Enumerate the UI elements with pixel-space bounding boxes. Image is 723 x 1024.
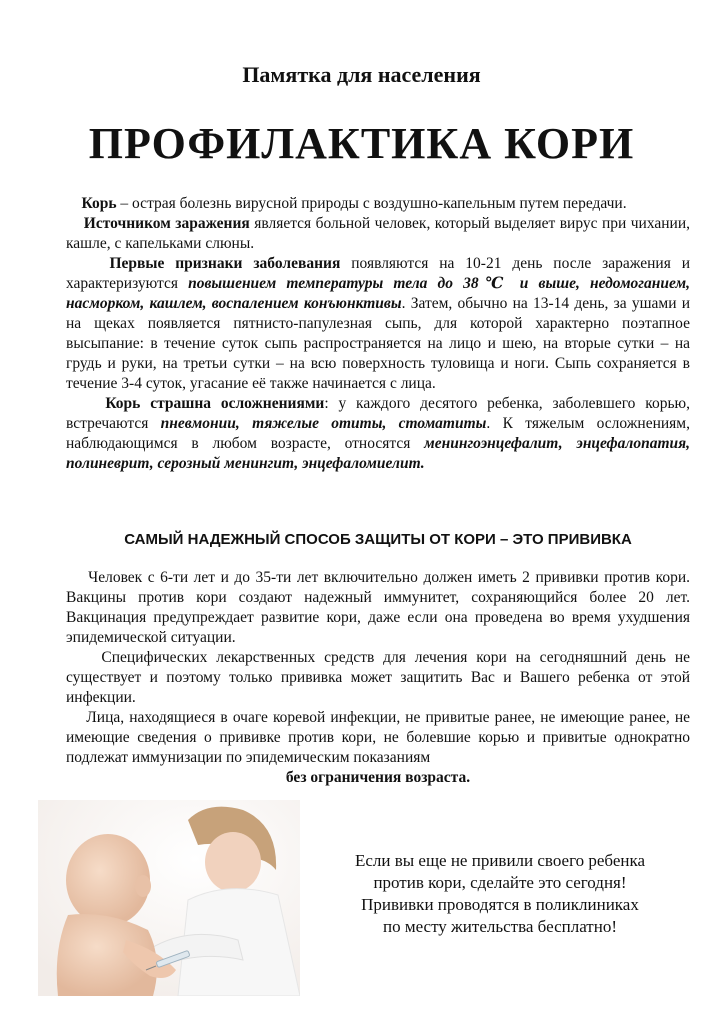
callout-line-1: Если вы еще не привили своего ребенка [354, 851, 646, 870]
callout-line-3: Прививки проводятся в поликлиниках [361, 895, 639, 914]
paragraph-definition [66, 194, 690, 214]
complications-text-a: : у каждого десятого ребенка, заболевшего корью, встречаются [66, 395, 691, 432]
paragraph-complications [66, 394, 690, 474]
paragraph-symptoms [66, 254, 690, 394]
vaccination-photo [38, 800, 300, 996]
symptoms-text-b: . Затем, обычно на 13-14 день, за ушами и на щеках появляется пятнисто-папулезная сыпь, для которой характерно поэтапное высыпание: в течение суток сыпь распространяется на лицо и шею, на вторые сутки – на грудь и руки, на третьи сутки – на всю поверхность туловища и ноги. Сыпь сохраняется в течение 3-4 суток, угасание её также начинается с лица. [66, 295, 691, 392]
baby-vaccination-illustration [38, 800, 300, 996]
vaccine-age-text: Человек с 6-ти лет и до 35-ти лет включительно должен иметь 2 прививки против кори. Вакцины против кори создают надежный иммунитет, сохраняющийся более 20 лет. Вакцинация предупреждает развитие кори, даже если она проведена во время ухудшения эпидемической ситуации. [66, 569, 690, 646]
document-subtitle: Памятка для населения [242, 62, 481, 87]
term-source: Источником заражения [83, 215, 250, 232]
paragraph-no-treatment [66, 648, 690, 708]
paragraph-source [66, 214, 690, 254]
symptoms-text-a: появляются на 10-21 день после заражения и характеризуются [66, 255, 690, 292]
outbreak-text: Лица, находящиеся в очаге коревой инфекции, не привитые ранее, не имеющие ранее, не имеющие сведения о прививке против кори, не болевшие корью и привитые однократно подлежат иммунизации по эпидемическим показаниям [66, 709, 690, 766]
callout-line-2: против кори, сделайте это сегодня! [373, 873, 627, 892]
call-to-action [300, 850, 700, 938]
no-treatment-text: Специфических лекарственных средств для лечения кори на сегодняшний день не существует и поэтому только прививка может защитить Вас и Вашего ребенка от этой инфекции. [66, 649, 691, 706]
symptoms-emphasis: повышением температуры тела до 38℃ и выше, недомоганием, насморком, кашлем, воспалением конъюнктивы [66, 275, 690, 312]
intro-section [66, 194, 690, 474]
term-measles: Корь [81, 195, 117, 212]
term-complications: Корь страшна осложнениями [105, 395, 325, 412]
section-heading-vaccination: САМЫЙ НАДЕЖНЫЙ СПОСОБ ЗАЩИТЫ ОТ КОРИ – ЭТО ПРИВИВКА [124, 531, 632, 548]
no-age-limit: без ограничения возраста. [285, 769, 471, 786]
paragraph-vaccine-age [66, 568, 690, 648]
document-title: ПРОФИЛАКТИКА КОРИ [88, 119, 635, 168]
complications-emphasis-b: менингоэнцефалит, энцефалопатия, полиневрит, серозный менингит, энцефаломиелит. [66, 435, 690, 472]
paragraph-outbreak [66, 708, 690, 768]
vaccination-section [66, 568, 690, 788]
term-symptoms: Первые признаки заболевания [109, 255, 341, 272]
source-text: является больной человек, который выделяет вирус при чихании, кашле, с капельками слюны. [66, 215, 691, 252]
complications-text-b: . К тяжелым осложнениям, наблюдающимся в любом возрасте, относятся [66, 415, 690, 452]
callout-line-4: по месту жительства бесплатно! [382, 917, 617, 936]
definition-text: – острая болезнь вирусной природы с воздушно-капельным путем передачи. [116, 195, 627, 212]
complications-emphasis-a: пневмонии, тяжелые отиты, стоматиты [160, 415, 487, 432]
